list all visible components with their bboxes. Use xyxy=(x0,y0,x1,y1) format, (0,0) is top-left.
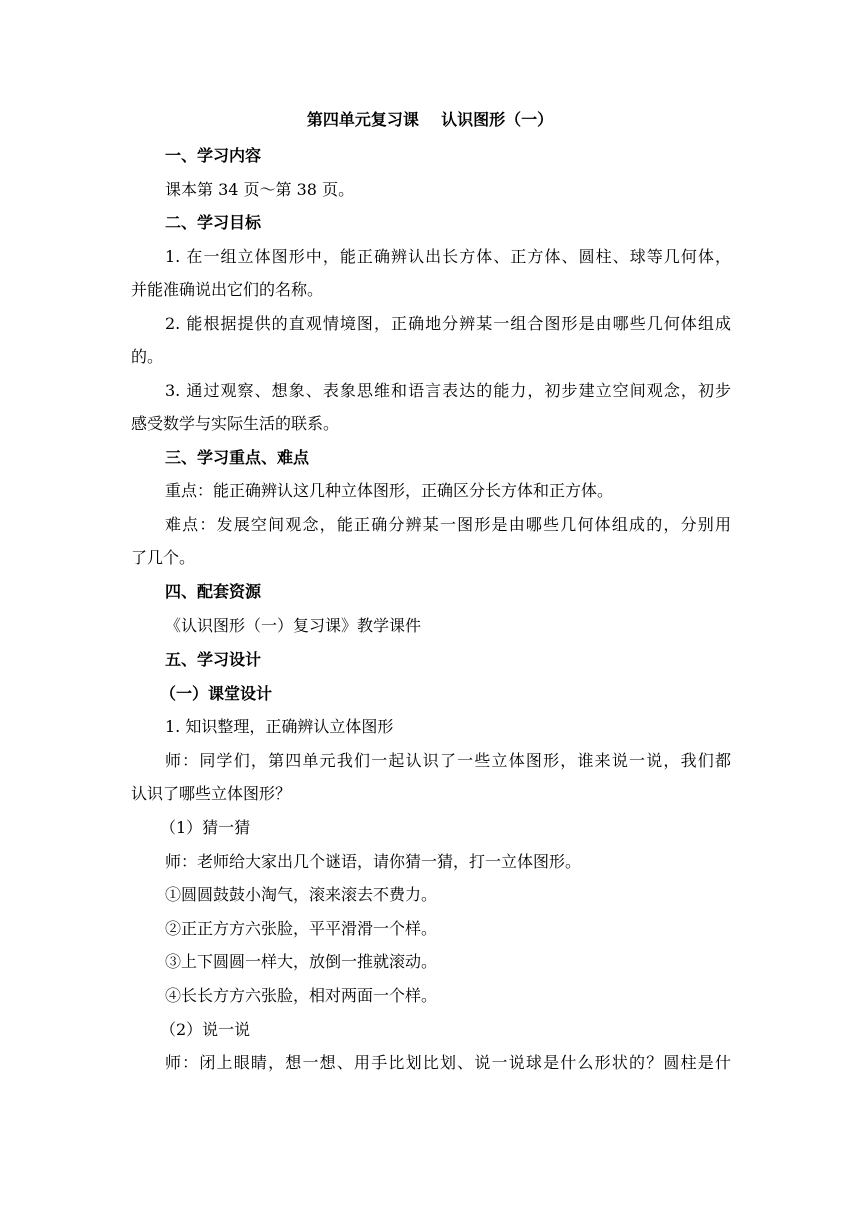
paragraph-line: 并能准确说出它们的名称。 xyxy=(131,280,324,299)
paragraph-line: 师：同学们，第四单元我们一起认识了一些立体图形，谁来说一说，我们都 xyxy=(165,751,731,770)
section-heading-design: 五、学习设计 xyxy=(165,650,262,669)
paragraph-line: 难点：发展空间观念，能正确分辨某一图形是由哪些几何体组成的，分别用 xyxy=(165,515,731,534)
document-title: 第四单元复习课 认识图形（一） xyxy=(306,110,554,129)
paragraph-line: 师：闭上眼睛，想一想、用手比划比划、说一说球是什么形状的？圆柱是什 xyxy=(165,1053,731,1072)
paragraph-line: 1. 在一组立体图形中，能正确辨认出长方体、正方体、圆柱、球等几何体， xyxy=(165,247,731,266)
paragraph-line: （2）说一说 xyxy=(160,1020,251,1039)
section-heading-resources: 四、配套资源 xyxy=(165,582,262,601)
paragraph-line: （1）猜一猜 xyxy=(160,818,251,837)
paragraph-line: 课本第 34 页～第 38 页。 xyxy=(165,180,355,199)
paragraph-line: 重点：能正确辨认这几种立体图形，正确区分长方体和正方体。 xyxy=(165,481,614,500)
paragraph-line: 的。 xyxy=(131,347,164,366)
paragraph-line: 3. 通过观察、想象、表象思维和语言表达的能力，初步建立空间观念，初步 xyxy=(165,381,731,400)
paragraph-line: 2. 能根据提供的直观情境图，正确地分辨某一组合图形是由哪些几何体组成 xyxy=(165,314,731,333)
riddle-item: ④长长方方六张脸，相对两面一个样。 xyxy=(165,986,438,1005)
subsection-heading-classroom: （一）课堂设计 xyxy=(160,684,273,703)
section-heading-content: 一、学习内容 xyxy=(165,146,262,165)
riddle-item: ①圆圆鼓鼓小淘气，滚来滚去不费力。 xyxy=(165,885,438,904)
paragraph-line: 《认识图形（一）复习课》教学课件 xyxy=(165,616,422,635)
section-heading-key-points: 三、学习重点、难点 xyxy=(165,448,310,467)
paragraph-line: 感受数学与实际生活的联系。 xyxy=(131,414,340,433)
section-heading-goals: 二、学习目标 xyxy=(165,213,262,232)
riddle-item: ②正正方方六张脸，平平滑滑一个样。 xyxy=(165,919,438,938)
paragraph-line: 1. 知识整理，正确辨认立体图形 xyxy=(165,717,394,736)
paragraph-line: 了几个。 xyxy=(131,548,196,567)
paragraph-line: 师：老师给大家出几个谜语，请你猜一猜，打一立体图形。 xyxy=(165,852,582,871)
paragraph-line: 认识了哪些立体图形？ xyxy=(131,784,292,803)
riddle-item: ③上下圆圆一样大，放倒一推就滚动。 xyxy=(165,952,438,971)
